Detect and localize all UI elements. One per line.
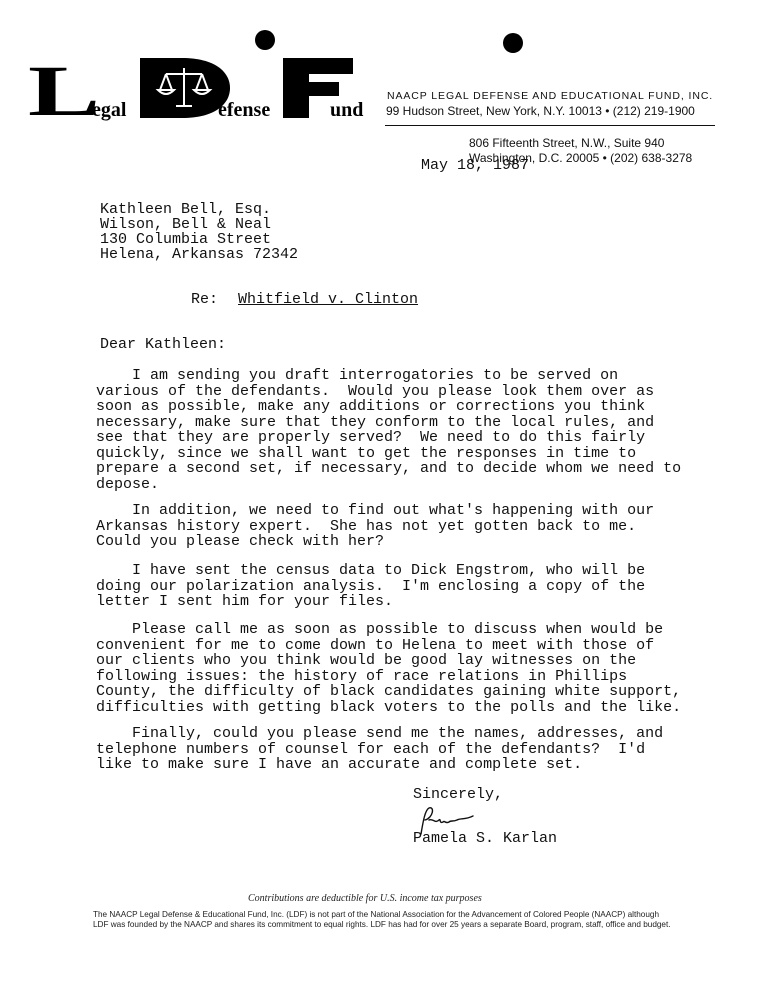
- footer-tax-note: Contributions are deductible for U.S. income tax purposes: [248, 893, 482, 904]
- body-paragraph-4: Please call me as soon as possible to discuss when would be convenient for me to come down to Helena to meet with those of our clients who you think would be good lay witnesses on the following issues: the history of race relations in Phillips County, the difficulty of black candidates gaining white support, difficulties with getting black voters to the polls and the like.: [96, 621, 682, 716]
- re-case-name: Whitfield v. Clinton: [238, 291, 419, 308]
- logo-word-egal: egal: [92, 99, 127, 121]
- logo-dot-right-icon: [503, 33, 523, 53]
- body-paragraph-1: I am sending you draft interrogatories to be served on various of the defendants. Would you please look them over as soon as possible, make any additions or corrections you think necessary, make sure that they conform to the local rules, and see that they are properly served? We need to do this fairly quickly, since we shall want to get the responses in time to prepare a second set, if necessary, and to decide whom we need to depose.: [96, 367, 682, 493]
- org-name: NAACP LEGAL DEFENSE AND EDUCATIONAL FUND, INC.: [387, 90, 714, 102]
- signature-name: Pamela S. Karlan: [413, 830, 558, 847]
- logo-word-efense: efense: [218, 99, 271, 121]
- recipient-firm: Wilson, Bell & Neal: [100, 216, 272, 233]
- closing: Sincerely,: [413, 786, 504, 803]
- recipient-city: Helena, Arkansas 72342: [100, 246, 299, 263]
- body-paragraph-3: I have sent the census data to Dick Engstrom, who will be doing our polarization analysis. I'm enclosing a copy of the letter I sent him for your files.: [96, 562, 646, 610]
- recipient-street: 130 Columbia Street: [100, 231, 272, 248]
- dc-address-line2: Washington, D.C. 20005 • (202) 638-3278: [469, 151, 693, 165]
- re-label: Re:: [191, 291, 219, 308]
- ny-address: 99 Hudson Street, New York, N.Y. 10013 • (212) 219-1900: [386, 104, 695, 118]
- logo-d-shape: [140, 58, 230, 118]
- letterhead-rule: [385, 125, 715, 126]
- salutation: Dear Kathleen:: [100, 336, 227, 353]
- footer-disclaimer: The NAACP Legal Defense & Educational Fund, Inc. (LDF) is not part of the National Association for the Advancement of Colored People (NAACP) although LDF was founded by the NAACP and shares its commitment to equal rights. LDF has had for over 25 years a separate Board, program, staff, office and budget.: [93, 910, 671, 929]
- body-paragraph-5: Finally, could you please send me the names, addresses, and telephone numbers of counsel for each of the defendants? I'd like to make sure I have an accurate and complete set.: [96, 725, 664, 773]
- body-paragraph-2: In addition, we need to find out what's happening with our Arkansas history expert. She has not yet gotten back to me. Could you please check with her?: [96, 502, 655, 550]
- letter-date: May 18, 1987: [421, 157, 530, 174]
- logo-dot-left-icon: [255, 30, 275, 50]
- recipient-name: Kathleen Bell, Esq.: [100, 201, 272, 218]
- dc-address-line1: 806 Fifteenth Street, N.W., Suite 940: [469, 136, 665, 150]
- logo-letter-l: L: [28, 51, 101, 131]
- logo-letter-d: [140, 58, 230, 118]
- logo-word-und: und: [330, 99, 364, 121]
